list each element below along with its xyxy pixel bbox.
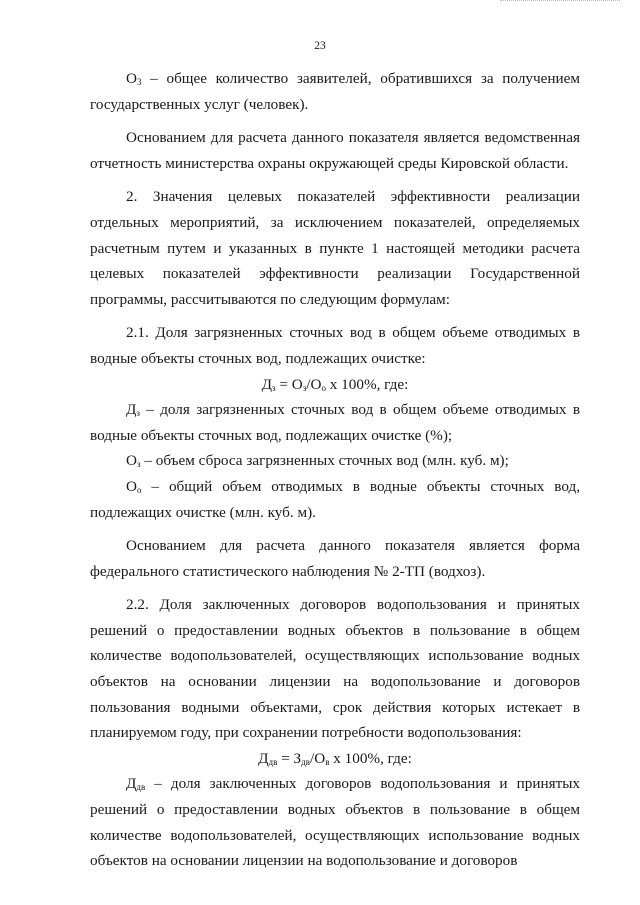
paragraph-2-1: 2.1. Доля загрязненных сточных вод в общем объеме отводимых в водные объекты сточных вод, подлежащих очистке: <box>90 324 580 367</box>
paragraph-oz-definition: $О_з$ – объем сброса загрязненных сточных вод (млн. куб. м); <box>126 452 509 470</box>
formula-dz: $Д_з = О_з/О_о$ x 100%, где: <box>261 375 409 393</box>
body-text <box>90 66 580 874</box>
paragraph-oo-definition: $О_о$ – общий объем отводимых в водные объекты сточных вод, подлежащих очистке (млн. куб. м). <box>90 477 580 521</box>
paragraph-section-2: 2. Значения целевых показателей эффективности реализации отдельных мероприятий, за исключением показателей, определяемых расчетным путем и указанных в пункте 1 настоящей методики расчета целевых показателей эффективности реализации Государственной программы, рассчитываются по следующим формулам: <box>90 188 580 308</box>
page-number: 23 <box>314 40 326 52</box>
paragraph-2-2: 2.2. Доля заключенных договоров водопользования и принятых решений о предоставлении водных объектов в пользование в общем количестве водопользователей, осуществляющих использование водных объектов на основании лицензии на водопользование и договоров пользования водными объектами, срок действия которых истекает в планируемом году, при сохранении потребности водопользования: <box>90 596 580 742</box>
paragraph-ddv-definition: $Д_{дв}$ – доля заключенных договоров водопользования и принятых решений о предоставлении водных объектов в пользование в общем количестве водопользователей, осуществляющих использование водных объектов на основании лицензии на водопользование и договоров <box>90 775 580 870</box>
paragraph-dz-definition: $Д_з$ – доля загрязненных сточных вод в общем объеме отводимых в водные объекты сточных вод, подлежащих очистке (%); <box>90 401 580 444</box>
formula-ddv: $Д_{дв} = З_{дв}/О_в$ x 100%, где: <box>258 749 412 767</box>
paragraph-o3-definition: $О_3$ – общее количество заявителей, обратившихся за получением государственных услуг (человек). <box>90 70 580 113</box>
paragraph-basis-1: Основанием для расчета данного показателя является ведомственная отчетность министерства охраны окружающей среды Кировской области. <box>90 129 580 172</box>
scan-artifact-line <box>500 0 620 3</box>
paragraph-basis-2: Основанием для расчета данного показателя является форма федерального статистического наблюдения № 2-ТП (водхоз). <box>90 537 580 580</box>
